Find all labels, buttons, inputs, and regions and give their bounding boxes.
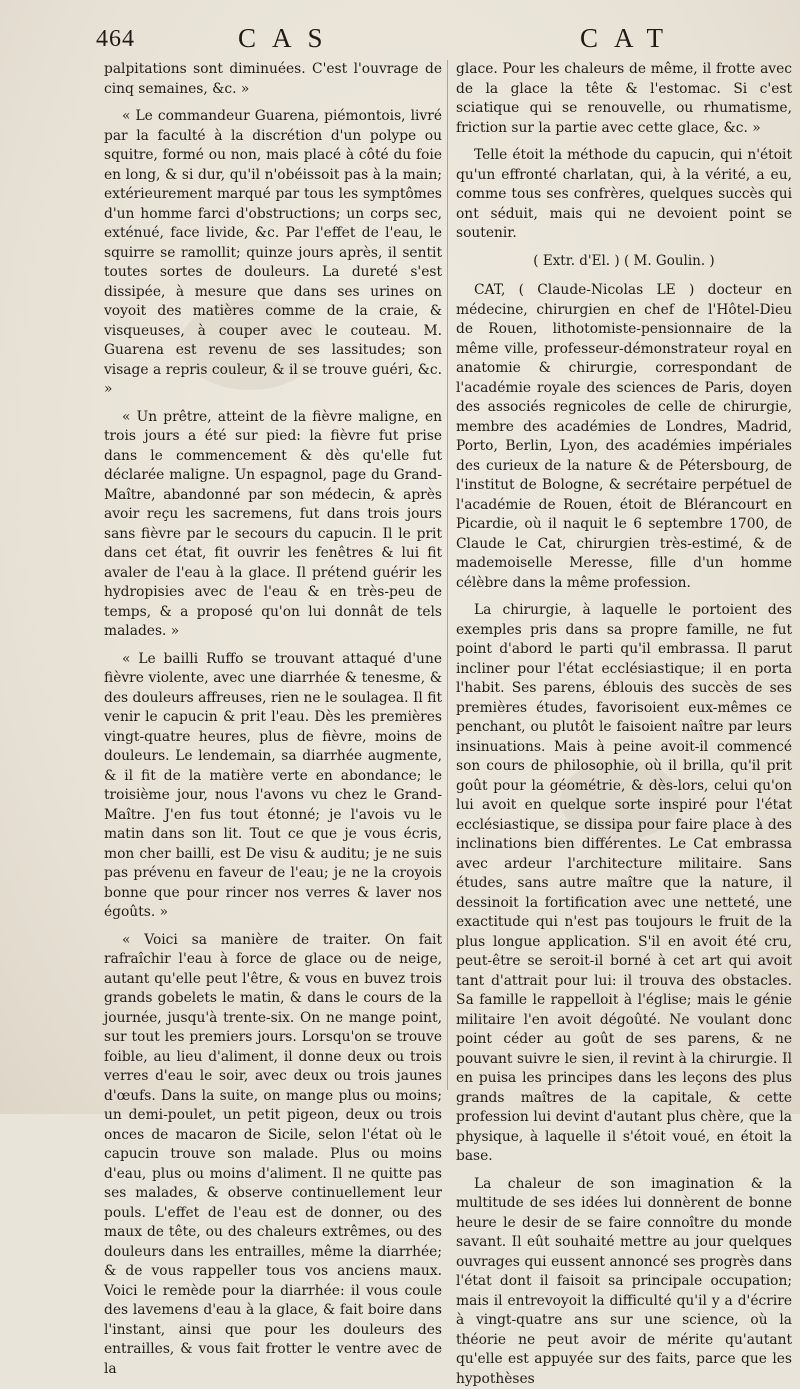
left-column	[104, 60, 442, 1108]
source-citation: ( Extr. d'El. ) ( M. Goulin. )	[456, 252, 792, 272]
paragraph: La chirurgie, à laquelle le portoient des exemples pris dans sa propre famille, ne fut point d'abord le parti qu'il embrassa. Il parut incliner pour l'état ecclésiastique; il en porta l'habit. Ses parens, éblouis des succès de ses premières études, favorisoient eux-mêmes ce penchant, ou plutôt le faisoient naître par leurs insinuations. Mais à peine avoit-il commencé son cours de philosophie, où il brilla, qu'il prit goût pour la géométrie, & dès-lors, celui qu'on lui avoit en quelque sorte inspiré pour l'état ecclésiastique, se dissipa pour faire place à des inclinations bien différentes. Le Cat embrassa avec ardeur l'architecture militaire. Sans études, sans autre maître que la nature, il dessinoit la fortification avec une netteté, une exactitude qui n'est pas toujours le fruit de la plus longue application. S'il en avoit été cru, peut-être se seroit-il borné à cet art qui avoit tant d'attrait pour lui: il trouva des obstacles. Sa famille le rappelloit à l'église; mais le génie militaire l'en avoit dégoûté. Ne voulant donc point céder au goût de ses parens, & ne pouvant suivre le sien, il revint à la chirurgie. Il en puisa les principes dans les leçons des plus grands maîtres de la capitale, & cette profession lui devint d'autant plus chère, que la physique, à laquelle il s'étoit voué, en étoit la base.	[456, 601, 792, 1167]
paragraph: glace. Pour les chaleurs de même, il frotte avec de la glace la tête & l'estomac. Si c'est sciatique qui se renouvelle, ou rhumatisme, friction sur la partie avec cette glace, &c. »	[456, 60, 792, 138]
paragraph: palpitations sont diminuées. C'est l'ouvrage de cinq semaines, &c. »	[104, 60, 442, 99]
entry-paragraph: CAT, ( Claude-Nicolas LE ) docteur en médecine, chirurgien en chef de l'Hôtel-Dieu de Rouen, lithotomiste-pensionnaire de la même ville, professeur-démonstrateur royal en anatomie & chirurgie, correspondant de l'académie royale des sciences de Paris, doyen des associés regnicoles de celle de chirurgie, membre des académies de Londres, Madrid, Porto, Berlin, Lyon, des académies impériales des curieux de la nature & de Pétersbourg, de l'institut de Bologne, & secrétaire perpétuel de l'académie de Rouen, étoit de Blérancourt en Picardie, où il naquit le 6 septembre 1700, de Claude le Cat, chirurgien très-estimé, & de mademoiselle Meresse, fille d'un homme célèbre dans la même profession.	[456, 281, 792, 593]
paragraph: « Le bailli Ruffo se trouvant attaqué d'une fièvre violente, avec une diarrhée & tenesme, & des douleurs affreuses, rien ne le soulagea. Il fit venir le capucin & prit l'eau. Dès les premières vingt-quatre heures, plus de fièvre, moins de douleurs. Le lendemain, sa diarrhée augmente, & il fit de la matière verte en abondance; le troisième jour, nous l'avons vu chez le Grand-Maître. J'en fus tout étonné; je l'avois vu le matin dans son lit. Tout ce que je vous écris, mon cher bailli, est De visu & auditu; je ne suis pas prévenu en faveur de l'eau; je ne la croyois bonne que pour rincer nos verres & laver nos égoûts. »	[104, 650, 442, 923]
paragraph: La chaleur de son imagination & la multitude de ses idées lui donnèrent de bonne heure le desir de se faire connoître du monde savant. Il eût souhaité mettre au jour quelques ouvrages qui eussent annoncé ses progrès dans l'état dont il faisoit sa principale occupation; mais il entrevoyoit la difficulté qu'il y a d'écrire à vingt-quatre ans sur une science, où la théorie ne peut avoir de mérite qu'autant qu'elle est appuyée sur des faits, parce que les hypothèses	[456, 1175, 792, 1389]
running-header	[0, 18, 800, 52]
right-running-head: CAT	[580, 23, 679, 54]
left-running-head: CAS	[238, 23, 339, 54]
paragraph: Telle étoit la méthode du capucin, qui n'étoit qu'un effronté charlatan, qui, à la vérité, a eu, comme tous ses confrères, quelques succès qui ont séduit, mais qui ne devoient point se soutenir.	[456, 146, 792, 244]
page-number: 464	[96, 26, 135, 53]
paragraph: « Voici sa manière de traiter. On fait rafraîchir l'eau à force de glace ou de neige, autant qu'elle peut l'être, & vous en buvez trois grands gobelets le matin, & dans le cours de la journée, jusqu'à trente-six. On ne mange point, sur tout les premiers jours. Lorsqu'on se trouve foible, au lieu d'aliment, il donne deux ou trois verres d'eau le soir, avec deux ou trois jaunes d'œufs. Dans la suite, on mange plus ou moins; un demi-poulet, un petit pigeon, deux ou trois onces de macaron de Sicile, selon l'état où le capucin trouve son malade. Plus ou moins d'eau, plus ou moins d'aliment. Il ne quitte pas ses malades, & observe continuellement leur pouls. L'effet de l'eau est de donner, ou des maux de tête, ou des chaleurs extrêmes, ou des douleurs dans les entrailles, même la diarrhée; & de vous rappeller tous vos anciens maux. Voici le remède pour la diarrhée: il vous coule des lavemens d'eau à la glace, & fait boire dans l'instant, ainsi que pour les douleurs des entrailles, & vous fait frotter le ventre avec de la	[104, 931, 442, 1380]
paragraph: « Le commandeur Guarena, piémontois, livré par la faculté à la discrétion d'un polype ou squitre, formé ou non, mais placé à côté du foie en long, & si dur, qu'il n'obéissoit pas à la main; extérieurement marqué par tous les symptômes d'un homme farci d'obstructions; un corps sec, exténué, face livide, &c. Par l'effet de l'eau, le squirre se ramollit; quinze jours après, il sentit toutes sortes de douleurs. La dureté s'est dissipée, à mesure que dans ses urines on voyoit des matières comme de la craie, & visqueuses, à couper avec le couteau. M. Guarena est revenu de ses lassitudes; son visage a repris couleur, & il se trouve guéri, &c. »	[104, 107, 442, 400]
paragraph: « Un prêtre, atteint de la fièvre maligne, en trois jours a été sur pied: la fièvre fut prise dans le commencement & dès qu'elle fut déclarée maligne. Un espagnol, page du Grand-Maître, abandonné par son médecin, & après avoir reçu les sacremens, fut dans trois jours sans fièvre par le secours du capucin. Il le prit dans cet état, fit ouvrir les fenêtres & lui fit avaler de l'eau à la glace. Il prétend guérir les hydropisies avec de l'eau & en très-peu de temps, & a proposé qu'on lui donnât de tels malades. »	[104, 408, 442, 642]
right-column	[456, 60, 792, 1108]
column-divider	[447, 60, 448, 1090]
